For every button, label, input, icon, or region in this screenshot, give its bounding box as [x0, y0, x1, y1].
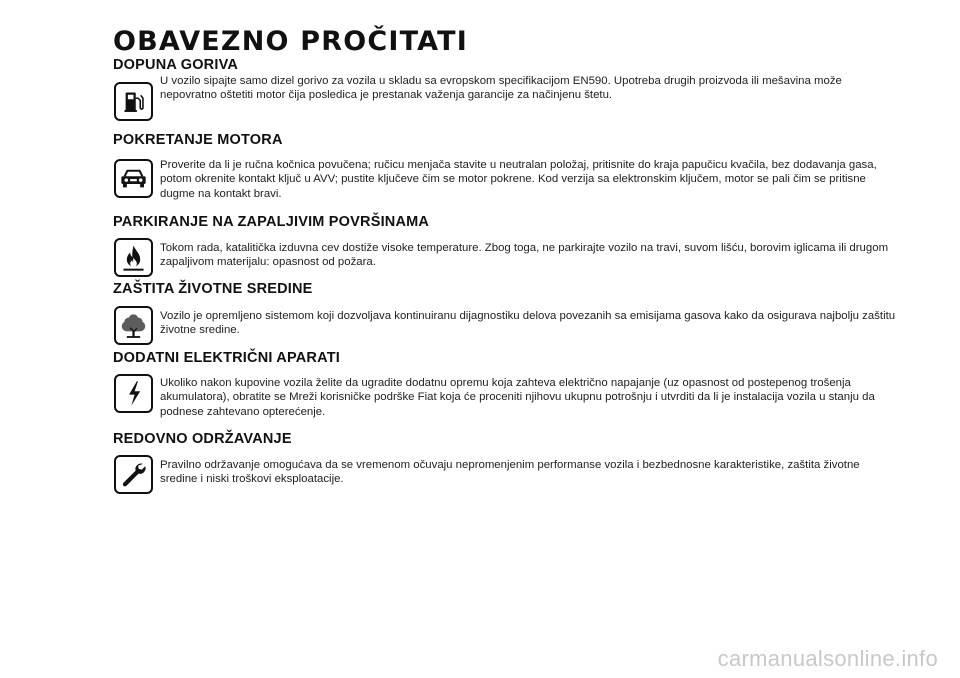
section-text-environment: Vozilo je opremljeno sistemom koji dozvoljava kontinuiranu dijagnostiku delova povezanih sa emisijama gasova kako da osigurava najbolju zaštitu životne sredine. [160, 310, 896, 337]
section-text-fuel: U vozilo sipajte samo dizel gorivo za vozila u skladu sa evropskom specifikacijom EN590. Upotreba drugih proizvoda ili mešavina može nepovratno oštetiti motor čija posledica je prestanak važenja garancije za načinjenu štetu. [160, 75, 842, 102]
section-text-maintenance: Pravilno održavanje omogućava da se vremenom očuvaju nepromenjenim performanse vozila i bezbednosne karakteristike, zaštita životne sredine i niski troškovi eksploatacije. [160, 459, 860, 486]
section-heading-engine-start: POKRETANJE MOTORA [113, 132, 283, 148]
section-heading-electrical: DODATNI ELEKTRIČNI APARATI [113, 350, 340, 366]
lightning-icon [114, 374, 153, 413]
page-title: OBAVEZNO PROČITATI [113, 26, 469, 57]
section-text-engine-start: Proverite da li je ručna kočnica povučena; ručicu menjača stavite u neutralan položaj, pritisnite do kraja papučicu kvačila, bez dodavanja gasa, potom okrenite kontakt ključ u AVV; pustite ključeve čim se motor pokrene. Kod verzija sa elektronskim ključem, motor se pali čim se pritisne dugme na kontakt bravi. [160, 159, 877, 200]
section-heading-parking: PARKIRANJE NA ZAPALJIVIM POVRŠINAMA [113, 214, 430, 230]
section-text-electrical: Ukoliko nakon kupovine vozila želite da ugradite dodatnu opremu koja zahteva električno napajanje (uz opasnost od postepenog trošenja akumulatora), obratite se Mreži korisničke podrške Fiat koja će proceniti njihovu ukupnu potrošnju i utvrditi da li je instalacija vozila u stanju da podnese zahtevano opterećenje. [160, 377, 875, 418]
section-text-parking: Tokom rada, katalitička izduvna cev dostiže visoke temperature. Zbog toga, ne parkirajte vozilo na travi, suvom lišću, borovim iglicama ili drugom zapaljivom materijalu: opasnost od požara. [160, 242, 889, 269]
fuel-pump-icon [114, 82, 153, 121]
tree-icon [114, 306, 153, 345]
car-icon [114, 159, 153, 198]
section-heading-maintenance: REDOVNO ODRŽAVANJE [113, 431, 292, 447]
wrench-icon [114, 455, 153, 494]
section-heading-fuel: DOPUNA GORIVA [113, 57, 239, 73]
fire-icon [114, 238, 153, 277]
watermark: carmanualsonline.info [717, 646, 938, 671]
section-heading-environment: ZAŠTITA ŽIVOTNE SREDINE [113, 281, 313, 297]
